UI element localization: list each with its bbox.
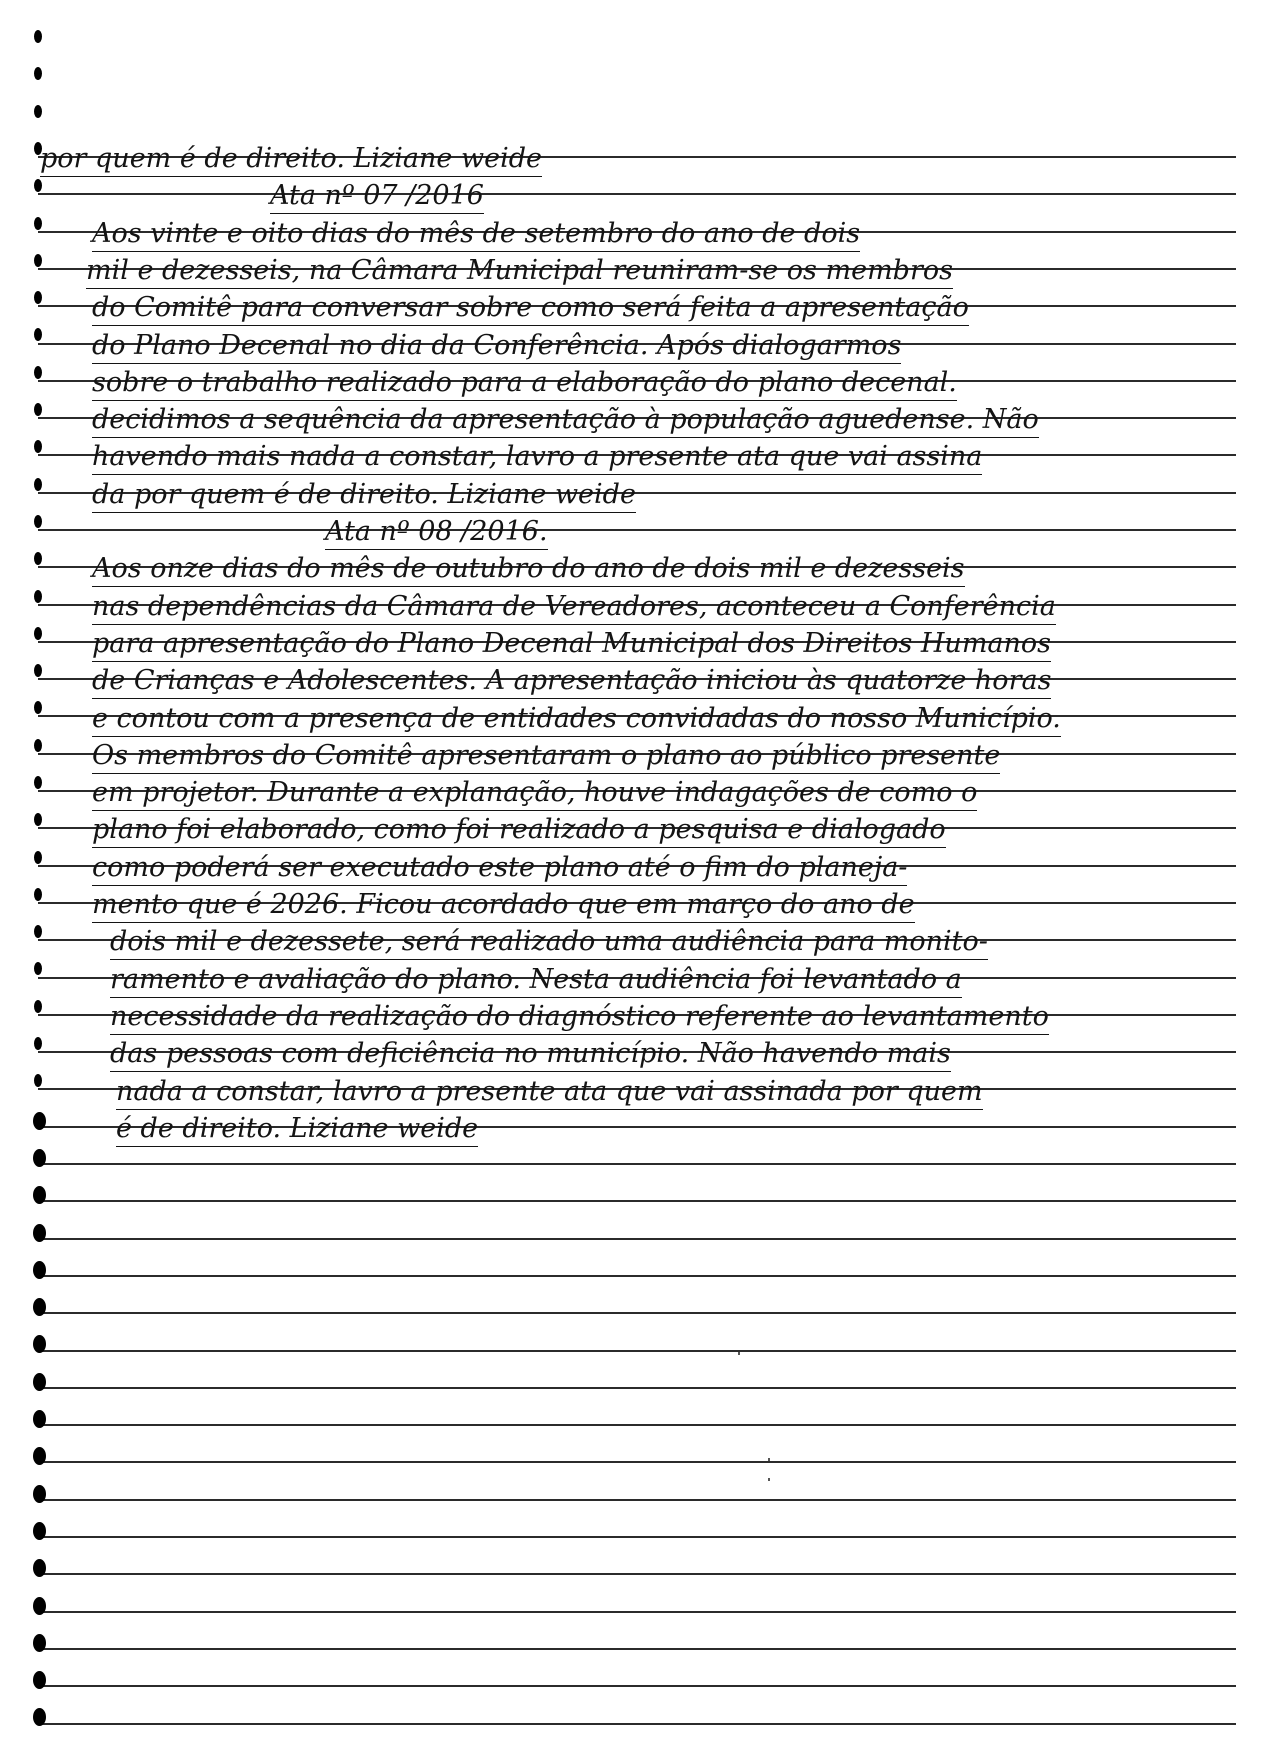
handwritten-line bbox=[0, 254, 1269, 290]
handwritten-line bbox=[0, 776, 1269, 812]
line-text: Ata nº 08 /2016. bbox=[325, 515, 548, 550]
line-text: de Crianças e Adolescentes. A apresentação iniciou às quatorze horas bbox=[92, 664, 1051, 699]
binding-hole bbox=[33, 1522, 46, 1540]
line-text: mento que é 2026. Ficou acordado que em março do ano de bbox=[92, 888, 915, 923]
handwritten-line bbox=[0, 217, 1269, 253]
line-text: necessidade da realização do diagnóstico referente ao levantamento bbox=[110, 1000, 1049, 1035]
binding-hole bbox=[33, 1410, 46, 1428]
ruled-line bbox=[38, 1648, 1236, 1650]
line-text: nada a constar, lavro a presente ata que vai assinada por quem bbox=[116, 1075, 983, 1110]
ruled-line bbox=[38, 1387, 1236, 1389]
ruled-line bbox=[38, 1312, 1236, 1314]
line-text: Aos onze dias do mês de outubro do ano de dois mil e dezesseis bbox=[92, 552, 965, 587]
handwritten-line bbox=[0, 702, 1269, 738]
scan-speck bbox=[768, 1458, 770, 1461]
scan-speck bbox=[768, 1478, 770, 1481]
ruled-line bbox=[38, 1350, 1236, 1352]
ata-07-title bbox=[0, 179, 1269, 215]
binding-hole bbox=[33, 1447, 46, 1465]
ruled-line bbox=[38, 1723, 1236, 1725]
binding-hole bbox=[33, 1485, 46, 1503]
handwritten-line bbox=[0, 291, 1269, 327]
ruled-line bbox=[38, 1461, 1236, 1463]
handwritten-line bbox=[0, 739, 1269, 775]
binding-hole bbox=[33, 1149, 46, 1167]
line-text: Os membros do Comitê apresentaram o plano ao público presente bbox=[92, 739, 1000, 774]
ruled-line bbox=[38, 1275, 1236, 1277]
handwritten-line bbox=[0, 925, 1269, 961]
line-text: dois mil e dezessete, será realizado uma audiência para monito- bbox=[110, 925, 988, 960]
handwritten-line bbox=[0, 590, 1269, 626]
ruled-line bbox=[38, 1611, 1236, 1613]
line-text: Aos vinte e oito dias do mês de setembro do ano de dois bbox=[92, 217, 860, 252]
handwritten-line bbox=[0, 1075, 1269, 1111]
scan-speck bbox=[738, 1352, 740, 1355]
handwritten-line bbox=[0, 440, 1269, 476]
ruled-line bbox=[38, 1238, 1236, 1240]
binding-hole bbox=[33, 1559, 46, 1577]
handwritten-line bbox=[0, 478, 1269, 514]
binding-hole bbox=[33, 1597, 46, 1615]
line-text: Ata nº 07 /2016 bbox=[270, 179, 484, 214]
handwritten-line bbox=[0, 664, 1269, 700]
line-text: por quem é de direito. Liziane weide bbox=[40, 142, 542, 177]
line-text: em projetor. Durante a explanação, houve indagações de como o bbox=[92, 776, 977, 811]
ruled-line bbox=[38, 1573, 1236, 1575]
line-text: decidimos a sequência da apresentação à população aguedense. Não bbox=[92, 403, 1039, 438]
line-text: mil e dezesseis, na Câmara Municipal reuniram-se os membros bbox=[86, 254, 953, 289]
line-text: nas dependências da Câmara de Vereadores, aconteceu a Conferência bbox=[92, 590, 1056, 625]
handwritten-line bbox=[0, 142, 1269, 178]
line-text: é de direito. Liziane weide bbox=[116, 1112, 478, 1147]
line-text: sobre o trabalho realizado para a elaboração do plano decenal. bbox=[92, 366, 957, 401]
line-text: havendo mais nada a constar, lavro a presente ata que vai assina bbox=[92, 440, 982, 475]
handwritten-line bbox=[0, 1000, 1269, 1036]
handwritten-line bbox=[0, 1112, 1269, 1148]
ruled-line bbox=[38, 1424, 1236, 1426]
binding-hole bbox=[33, 1708, 46, 1726]
line-text: das pessoas com deficiência no município. Não havendo mais bbox=[110, 1037, 951, 1072]
binding-hole bbox=[33, 1261, 46, 1279]
binding-hole bbox=[33, 1373, 46, 1391]
line-text: do Comitê para conversar sobre como será feita a apresentação bbox=[92, 291, 969, 326]
binding-hole bbox=[34, 30, 42, 43]
line-text: ramento e avaliação do plano. Nesta audiência foi levantado a bbox=[110, 963, 962, 998]
ruled-line bbox=[38, 1163, 1236, 1165]
line-text: como poderá ser executado este plano até o fim do planeja- bbox=[92, 851, 907, 886]
line-text: e contou com a presença de entidades convidadas do nosso Município. bbox=[92, 702, 1061, 737]
line-text: para apresentação do Plano Decenal Municipal dos Direitos Humanos bbox=[92, 627, 1051, 662]
ruled-line bbox=[38, 1536, 1236, 1538]
handwritten-line bbox=[0, 851, 1269, 887]
handwritten-line bbox=[0, 552, 1269, 588]
handwritten-line bbox=[0, 813, 1269, 849]
binding-hole bbox=[34, 67, 42, 80]
ata-08-title bbox=[0, 515, 1269, 551]
handwritten-line bbox=[0, 1037, 1269, 1073]
ruled-line bbox=[38, 1200, 1236, 1202]
ruled-line bbox=[38, 1685, 1236, 1687]
line-text: do Plano Decenal no dia da Conferência. Após dialogarmos bbox=[92, 329, 901, 364]
binding-hole bbox=[33, 1298, 46, 1316]
binding-hole bbox=[33, 1671, 46, 1689]
handwritten-line bbox=[0, 366, 1269, 402]
binding-hole bbox=[33, 1186, 46, 1204]
handwritten-line bbox=[0, 403, 1269, 439]
ruled-line bbox=[38, 1499, 1236, 1501]
binding-hole bbox=[33, 1335, 46, 1353]
line-text: plano foi elaborado, como foi realizado a pesquisa e dialogado bbox=[92, 813, 946, 848]
line-text: da por quem é de direito. Liziane weide bbox=[92, 478, 636, 513]
binding-hole bbox=[33, 1224, 46, 1242]
binding-hole bbox=[33, 1634, 46, 1652]
handwritten-line bbox=[0, 329, 1269, 365]
handwritten-line bbox=[0, 627, 1269, 663]
binding-hole bbox=[34, 105, 42, 118]
handwritten-line bbox=[0, 888, 1269, 924]
handwritten-line bbox=[0, 963, 1269, 999]
